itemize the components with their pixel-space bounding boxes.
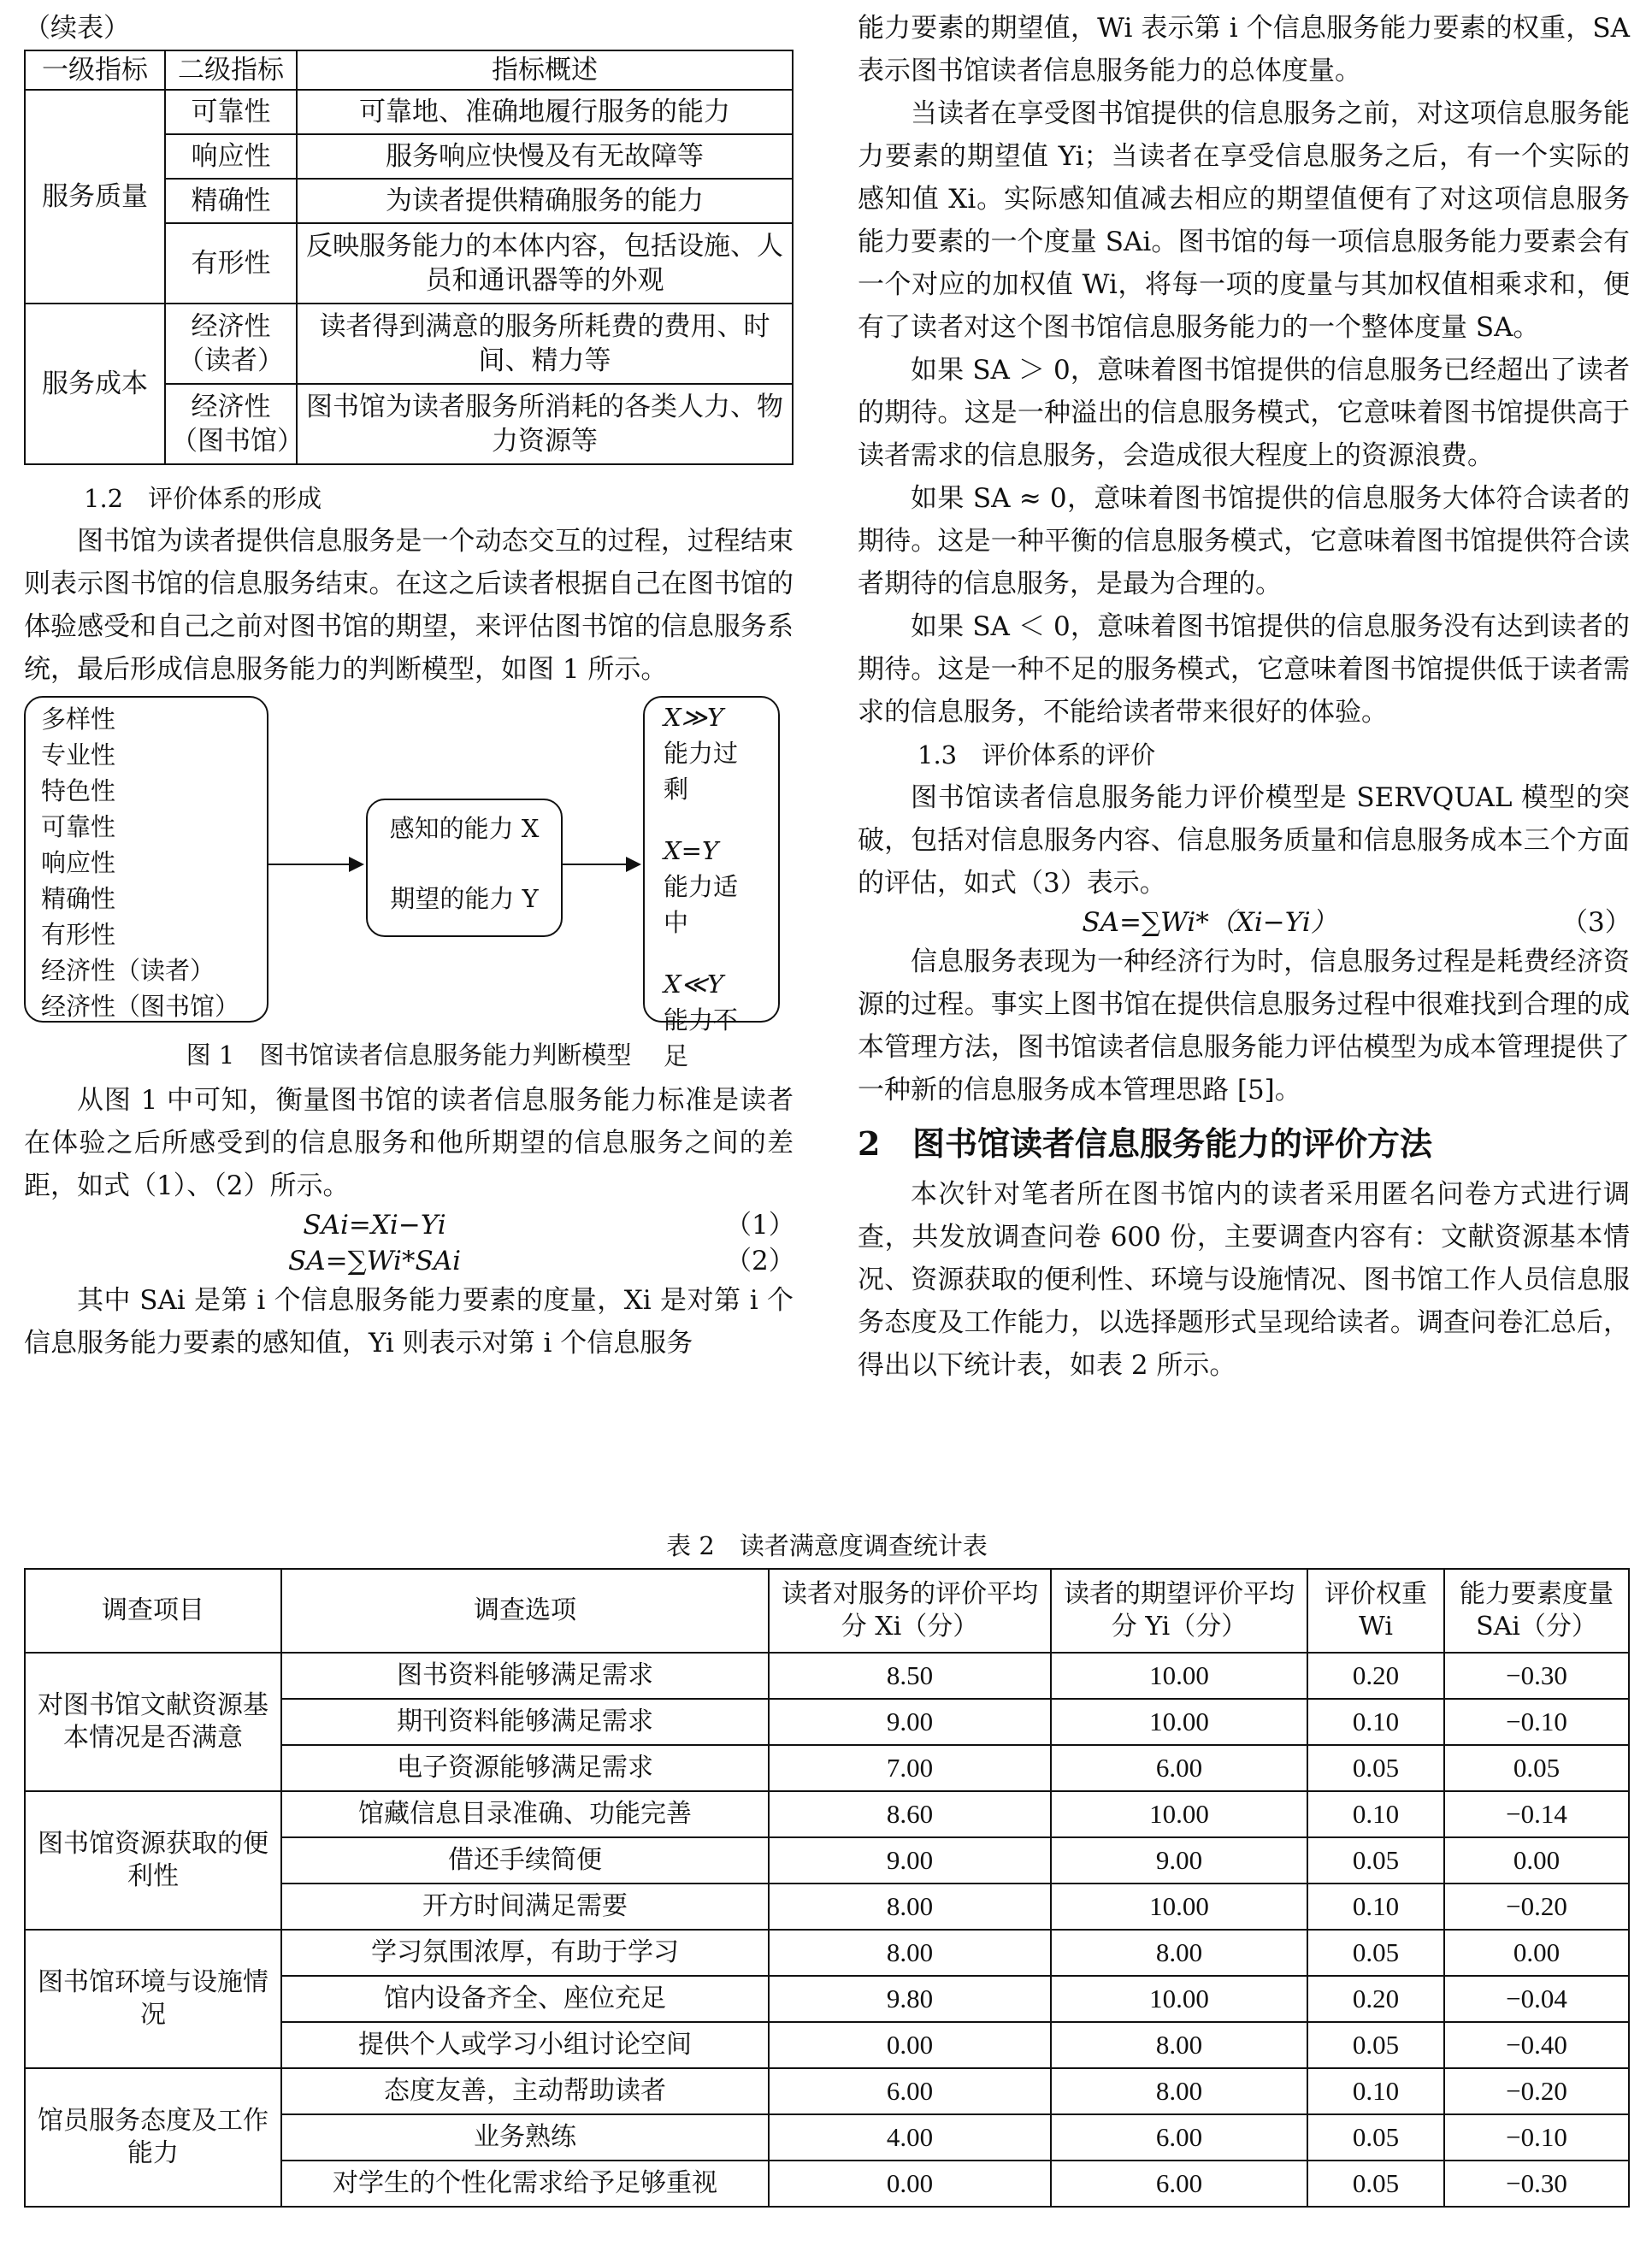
sub-indicator: 精确性 bbox=[165, 179, 297, 223]
relation: X=Y bbox=[664, 836, 719, 865]
survey-option: 提供个人或学习小组讨论空间 bbox=[281, 2022, 769, 2068]
header-sa: 能力要素度量 SAi（分） bbox=[1444, 1569, 1629, 1653]
survey-option: 学习氛围浓厚，有助于学习 bbox=[281, 1930, 769, 1976]
header-level2: 二级指标 bbox=[165, 50, 297, 90]
survey-item: 图书馆环境与设施情况 bbox=[25, 1930, 281, 2068]
score-y: 8.00 bbox=[1051, 2068, 1307, 2114]
table-row bbox=[25, 90, 793, 134]
indicator-desc: 服务响应快慢及有无故障等 bbox=[297, 134, 793, 179]
survey-option: 借还手续简便 bbox=[281, 1837, 769, 1884]
indicator-desc: 图书馆为读者服务所消耗的各类人力、物力资源等 bbox=[297, 384, 793, 464]
survey-option: 期刊资料能够满足需求 bbox=[281, 1699, 769, 1745]
survey-option: 业务熟练 bbox=[281, 2114, 769, 2161]
header-option: 调查选项 bbox=[281, 1569, 769, 1653]
survey-option: 对学生的个性化需求给予足够重视 bbox=[281, 2161, 769, 2207]
indicator-desc: 为读者提供精确服务的能力 bbox=[297, 179, 793, 223]
score-x: 9.80 bbox=[769, 1976, 1051, 2022]
equation-number: （3） bbox=[1561, 907, 1631, 938]
measure-sa: 0.05 bbox=[1444, 1745, 1629, 1791]
result-box bbox=[643, 696, 780, 1070]
score-x: 4.00 bbox=[769, 2114, 1051, 2161]
factor-item: 特色性 bbox=[41, 776, 116, 805]
paragraph: 信息服务表现为一种经济行为时，信息服务过程是耗费经济资源的过程。事实上图书馆在提供信息服务过程中很难找到合理的成本管理方法，图书馆读者信息服务能力评估模型为成本管理提供了一种新的信息服务成本管理思路 [5]。 bbox=[858, 946, 1630, 1105]
survey-item: 图书馆资源获取的便利性 bbox=[25, 1791, 281, 1930]
survey-option: 开方时间满足需要 bbox=[281, 1884, 769, 1930]
left-column bbox=[24, 7, 794, 1365]
perceived-ability: 感知的能力 X bbox=[389, 814, 540, 843]
sub-indicator: 有形性 bbox=[165, 223, 297, 304]
header-w: 评价权重 Wi bbox=[1307, 1569, 1444, 1653]
header-item: 调查项目 bbox=[25, 1569, 281, 1653]
sub-indicator: 响应性 bbox=[165, 134, 297, 179]
figure-caption: 图 1 图书馆读者信息服务能力判断模型 bbox=[186, 1041, 632, 1070]
factor-item: 响应性 bbox=[41, 848, 116, 877]
weight-w: 0.05 bbox=[1307, 1930, 1444, 1976]
measure-sa: −0.20 bbox=[1444, 1884, 1629, 1930]
equation-1 bbox=[24, 1207, 794, 1243]
score-y: 9.00 bbox=[1051, 1837, 1307, 1884]
section-title: 图书馆读者信息服务能力的评价方法 bbox=[912, 1124, 1433, 1163]
weight-w: 0.10 bbox=[1307, 2068, 1444, 2114]
weight-w: 0.05 bbox=[1307, 1745, 1444, 1791]
result-label: 能力不足 bbox=[664, 1005, 739, 1070]
survey-option: 馆藏信息目录准确、功能完善 bbox=[281, 1791, 769, 1837]
score-x: 8.60 bbox=[769, 1791, 1051, 1837]
equation-2 bbox=[24, 1243, 794, 1279]
section-1-2-heading: 1.2 评价体系的形成 bbox=[84, 484, 322, 513]
header-y: 读者的期望评价平均分 Yi（分） bbox=[1051, 1569, 1307, 1653]
factor-item: 精确性 bbox=[41, 884, 116, 913]
table-header-row bbox=[25, 1569, 1629, 1653]
paragraph: 如果 SA ＞ 0，意味着图书馆提供的信息服务已经超出了读者的期待。这是一种溢出的信息服务模式，它意味着图书馆提供高于读者需求的信息服务，会造成很大程度上的资源浪费。 bbox=[858, 355, 1630, 471]
factor-item: 经济性（图书馆） bbox=[41, 992, 240, 1021]
factor-item: 可靠性 bbox=[41, 812, 116, 841]
arrow-right-icon bbox=[268, 864, 363, 865]
score-x: 6.00 bbox=[769, 2068, 1051, 2114]
indicator-desc: 可靠地、准确地履行服务的能力 bbox=[297, 90, 793, 134]
factor-box bbox=[24, 696, 268, 1023]
measure-sa: −0.10 bbox=[1444, 1699, 1629, 1745]
survey-option: 态度友善，主动帮助读者 bbox=[281, 2068, 769, 2114]
score-y: 6.00 bbox=[1051, 2161, 1307, 2207]
equation-expr: SA=∑Wi*（Xi−Yi） bbox=[1082, 907, 1337, 938]
ability-box bbox=[366, 799, 563, 937]
indicator-desc: 反映服务能力的本体内容，包括设施、人员和通讯器等的外观 bbox=[297, 223, 793, 304]
table-header-row bbox=[25, 50, 793, 90]
equation-expr: SAi=Xi−Yi bbox=[303, 1210, 446, 1241]
paragraph: 图书馆为读者提供信息服务是一个动态交互的过程，过程结束则表示图书馆的信息服务结束。在这之后读者根据自己在图书馆的体验感受和自己之前对图书馆的期望，来评估图书馆的信息服务系统，最后形成信息服务能力的判断模型，如图 1 所示。 bbox=[24, 526, 794, 685]
score-y: 6.00 bbox=[1051, 2114, 1307, 2161]
weight-w: 0.20 bbox=[1307, 1976, 1444, 2022]
survey-item: 对图书馆文献资源基本情况是否满意 bbox=[25, 1653, 281, 1791]
table-row bbox=[25, 1930, 1629, 1976]
score-x: 9.00 bbox=[769, 1699, 1051, 1745]
arrow-right-icon bbox=[563, 864, 640, 865]
sub-indicator: 经济性（图书馆） bbox=[165, 384, 297, 464]
table-row bbox=[25, 1653, 1629, 1699]
table-row bbox=[25, 304, 793, 384]
score-y: 10.00 bbox=[1051, 1791, 1307, 1837]
survey-option: 电子资源能够满足需求 bbox=[281, 1745, 769, 1791]
equation-number: （1） bbox=[725, 1210, 795, 1241]
score-y: 10.00 bbox=[1051, 1653, 1307, 1699]
measure-sa: −0.14 bbox=[1444, 1791, 1629, 1837]
result-label: 能力适中 bbox=[664, 872, 739, 937]
score-y: 10.00 bbox=[1051, 1699, 1307, 1745]
factor-item: 专业性 bbox=[41, 740, 116, 769]
score-y: 10.00 bbox=[1051, 1884, 1307, 1930]
factor-item: 有形性 bbox=[41, 920, 116, 949]
table-caption: 表 2 读者满意度调查统计表 bbox=[666, 1531, 988, 1560]
weight-w: 0.10 bbox=[1307, 1791, 1444, 1837]
score-y: 8.00 bbox=[1051, 2022, 1307, 2068]
measure-sa: 0.00 bbox=[1444, 1837, 1629, 1884]
weight-w: 0.05 bbox=[1307, 2161, 1444, 2207]
right-column bbox=[858, 7, 1630, 1387]
paragraph: 当读者在享受图书馆提供的信息服务之前，对这项信息服务能力要素的期望值 Yi；当读者在享受信息服务之后，有一个实际的感知值 Xi。实际感知值减去相应的期望值便有了对这项信息服务能力要素的一个度量 SAi。图书馆的每一项信息服务能力要素会有一个对应的加权值 Wi，将每一项的度量与其加权值相乘求和，便有了读者对这个图书馆信息服务能力的一个整体度量 SA。 bbox=[858, 98, 1630, 343]
continued-label: （续表） bbox=[24, 13, 130, 44]
section-2-heading bbox=[858, 1120, 1630, 1168]
paragraph: 如果 SA ＜ 0，意味着图书馆提供的信息服务没有达到读者的期待。这是一种不足的服务模式，它意味着图书馆提供低于读者需求的信息服务，不能给读者带来很好的体验。 bbox=[858, 611, 1630, 728]
weight-w: 0.10 bbox=[1307, 1884, 1444, 1930]
indicator-table-continued bbox=[24, 50, 794, 465]
survey-table bbox=[24, 1568, 1630, 2208]
header-level1: 一级指标 bbox=[25, 50, 165, 90]
paragraph: 能力要素的期望值，Wi 表示第 i 个信息服务能力要素的权重，SA 表示图书馆读者信息服务能力的总体度量。 bbox=[858, 13, 1630, 86]
score-x: 0.00 bbox=[769, 2161, 1051, 2207]
measure-sa: −0.40 bbox=[1444, 2022, 1629, 2068]
group-name: 服务成本 bbox=[25, 304, 165, 464]
sub-indicator: 可靠性 bbox=[165, 90, 297, 134]
score-x: 0.00 bbox=[769, 2022, 1051, 2068]
equation-expr: SA=∑Wi*SAi bbox=[288, 1246, 461, 1276]
score-y: 8.00 bbox=[1051, 1930, 1307, 1976]
header-overview: 指标概述 bbox=[297, 50, 793, 90]
survey-table-block bbox=[24, 1527, 1630, 2208]
score-x: 8.00 bbox=[769, 1884, 1051, 1930]
result-label: 能力过剩 bbox=[664, 739, 739, 804]
survey-option: 图书资料能够满足需求 bbox=[281, 1653, 769, 1699]
relation: X≫Y bbox=[664, 703, 724, 732]
group-name: 服务质量 bbox=[25, 90, 165, 304]
weight-w: 0.20 bbox=[1307, 1653, 1444, 1699]
table-row bbox=[25, 1791, 1629, 1837]
equation-3 bbox=[858, 905, 1630, 940]
weight-w: 0.05 bbox=[1307, 2022, 1444, 2068]
score-x: 9.00 bbox=[769, 1837, 1051, 1884]
score-y: 10.00 bbox=[1051, 1976, 1307, 2022]
measure-sa: −0.30 bbox=[1444, 1653, 1629, 1699]
section-1-3-heading: 1.3 评价体系的评价 bbox=[917, 740, 1156, 769]
expected-ability: 期望的能力 Y bbox=[390, 884, 539, 913]
weight-w: 0.05 bbox=[1307, 2114, 1444, 2161]
header-x: 读者对服务的评价平均分 Xi（分） bbox=[769, 1569, 1051, 1653]
measure-sa: −0.30 bbox=[1444, 2161, 1629, 2207]
survey-option: 馆内设备齐全、座位充足 bbox=[281, 1976, 769, 2022]
relation: X≪Y bbox=[664, 970, 724, 999]
table-row bbox=[25, 2068, 1629, 2114]
equation-number: （2） bbox=[725, 1246, 795, 1276]
weight-w: 0.10 bbox=[1307, 1699, 1444, 1745]
indicator-desc: 读者得到满意的服务所耗费的费用、时间、精力等 bbox=[297, 304, 793, 384]
measure-sa: −0.10 bbox=[1444, 2114, 1629, 2161]
score-x: 8.00 bbox=[769, 1930, 1051, 1976]
sub-indicator: 经济性（读者） bbox=[165, 304, 297, 384]
paragraph: 其中 SAi 是第 i 个信息服务能力要素的度量，Xi 是对第 i 个信息服务能力要素的感知值，Yi 则表示对第 i 个信息服务 bbox=[24, 1285, 794, 1359]
weight-w: 0.05 bbox=[1307, 1837, 1444, 1884]
score-x: 8.50 bbox=[769, 1653, 1051, 1699]
measure-sa: −0.20 bbox=[1444, 2068, 1629, 2114]
score-x: 7.00 bbox=[769, 1745, 1051, 1791]
paragraph: 从图 1 中可知，衡量图书馆的读者信息服务能力标准是读者在体验之后所感受到的信息服务和他所期望的信息服务之间的差距，如式（1）、（2）所示。 bbox=[24, 1085, 794, 1201]
paragraph: 本次针对笔者所在图书馆内的读者采用匿名问卷方式进行调查，共发放调查问卷 600 份，主要调查内容有：文献资源基本情况、资源获取的便利性、环境与设施情况、图书馆工作人员信息服务态度及工作能力，以选择题形式呈现给读者。调查问卷汇总后，得出以下统计表，如表 2 所示。 bbox=[858, 1179, 1630, 1381]
measure-sa: −0.04 bbox=[1444, 1976, 1629, 2022]
measure-sa: 0.00 bbox=[1444, 1930, 1629, 1976]
factor-item: 经济性（读者） bbox=[41, 956, 215, 985]
section-number: 2 bbox=[858, 1124, 881, 1163]
factor-item: 多样性 bbox=[41, 704, 116, 734]
paragraph: 图书馆读者信息服务能力评价模型是 SERVQUAL 模型的突破，包括对信息服务内容、信息服务质量和信息服务成本三个方面的评估，如式（3）表示。 bbox=[858, 782, 1630, 899]
score-y: 6.00 bbox=[1051, 1745, 1307, 1791]
survey-item: 馆员服务态度及工作能力 bbox=[25, 2068, 281, 2207]
paragraph: 如果 SA ≈ 0，意味着图书馆提供的信息服务大体符合读者的期待。这是一种平衡的信息服务模式，它意味着图书馆提供符合读者期待的信息服务，是最为合理的。 bbox=[858, 483, 1630, 599]
